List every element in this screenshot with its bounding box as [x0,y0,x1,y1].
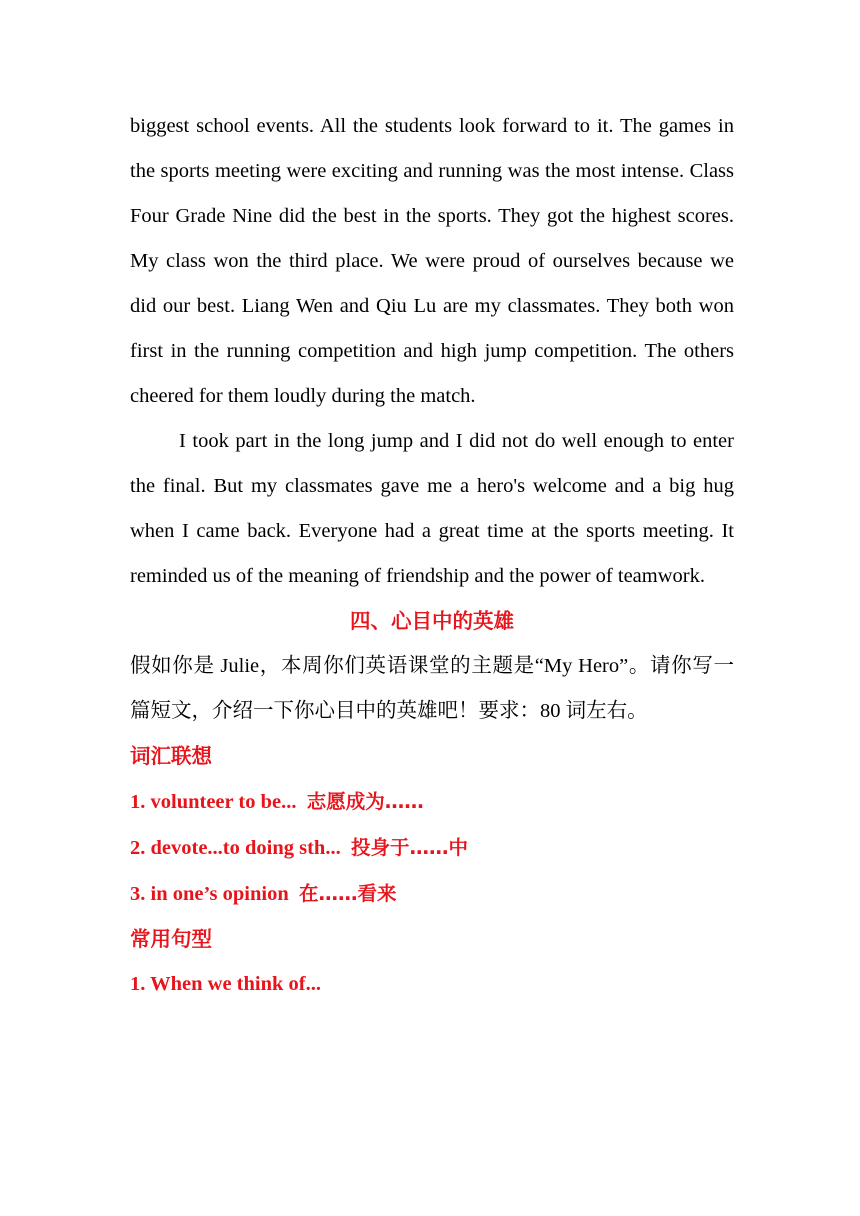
patterns-heading: 常用句型 [130,927,212,951]
vocab-item-1-en: 1. volunteer to be... [130,791,297,813]
pattern-item-1-en: 1. When we think of... [130,973,321,995]
vocab-item-2-en: 2. devote...to doing sth... [130,837,341,859]
vocab-item-2-zh: 投身于……中 [350,836,468,859]
vocab-heading: 词汇联想 [130,744,212,768]
writing-task-prompt: 假如你是 Julie，本周你们英语课堂的主题是“My Hero”。请你写一篇短文，介绍一下你心目中的英雄吧！要求：80 词左右。 [130,655,734,722]
vocab-item-2 [130,825,734,871]
vocab-item-1 [130,779,734,825]
essay-paragraph-2: I took part in the long jump and I did not do well enough to enter the final. But my classmates gave me a hero's welcome and a big hug when I came back. Everyone had a great time at the sports meeting. It reminded us of the meaning of friendship and the power of teamwork. [130,430,734,587]
vocab-item-3-en: 3. in one’s opinion [130,883,289,905]
vocab-item-3 [130,871,734,917]
vocab-item-3-zh: 在……看来 [299,882,397,905]
pattern-item-1 [130,962,734,1007]
essay-paragraph-1: biggest school events. All the students look forward to it. The games in the sports meeting were exciting and running was the most intense. Class Four Grade Nine did the best in the sports. They got the highest scores. My class won the third place. We were proud of ourselves because we did our best. Liang Wen and Qiu Lu are my classmates. They both won first in the running competition and high jump competition. The others cheered for them loudly during the match. [130,115,734,407]
section-title: 四、心目中的英雄 [350,609,514,633]
document-page [130,104,734,1007]
vocab-item-1-zh: 志愿成为…… [306,790,424,813]
